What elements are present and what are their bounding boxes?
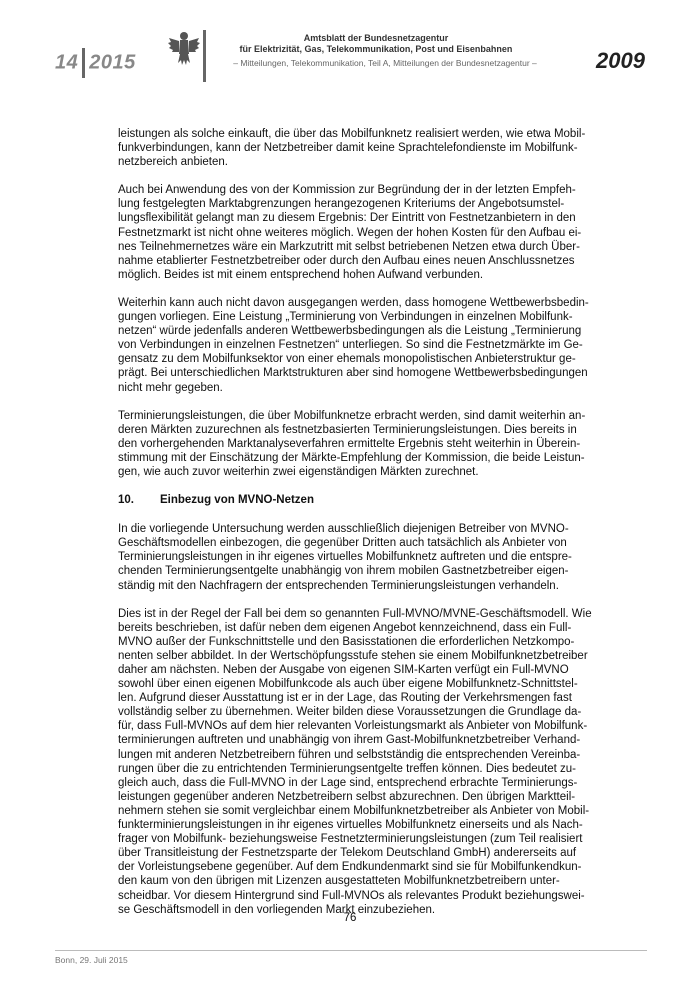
issue-number (55, 48, 136, 78)
footer-divider (55, 950, 647, 951)
issue-year: 2015 (89, 51, 136, 74)
paragraph: Terminierungsleistungen, die über Mobilfunknetze erbracht werden, sind damit weiterhin an- deren Märkten zuzurechnen als festnetzbasierten Terminierungsleistungen. Dies bereits in den vorhergehenden Marktanalyseverfahren ermittelte Ergebnis steht weiterhin in Überein- stimmung mit der Einschätzung der Märkte-Empfehlung der Kommission, die beide Leistun- gen, wie auch zuvor weiterhin zwei eigenständigen Märkten zurechnet. (118, 409, 586, 478)
page-number: 76 (343, 912, 357, 924)
journal-page-number: 2009 (596, 48, 645, 73)
footer-place-date: Bonn, 29. Juli 2015 (55, 955, 128, 965)
paragraph: Weiterhin kann auch nicht davon ausgegangen werden, dass homogene Wettbewerbsbedin- gungen vorliegen. Eine Leistung „Terminierung von Verbindungen in einzelnen Mobilfunk- netzen“ würde jedenfalls anderen Wettbewerbsbedingungen als die Leistung „Terminierung von Verbindungen in einzelnen Festnetzen“ unterliegen. So sind die Festnetzmärkte im Ge- gensatz zu dem Mobilfunksektor von einer ehemals monopolistischen Anbieterstruktur ge- prägt. Bei unterschiedlichen Marktstrukturen aber sind homogene Wettbewerbsbedingungen nicht mehr gegeben. (118, 296, 589, 394)
paragraph: Dies ist in der Regel der Fall bei dem so genannten Full-MVNO/MVNE-Geschäftsmodell. Wie bereits beschrieben, ist dafür neben dem eigenen Angebot kennzeichnend, dass ein Full- MVNO außer der Funkschnittstelle und den Basisstationen die erforderlichen Netzkompo- nenten selber abbildet. In der Wertschöpfungsstufe stehen sie einem Mobilfunknetzbetreiber daher am nächsten. Neben der Ausgabe von eigenen SIM-Karten verfügt ein Full-MVNO sowohl über einen eigenen Mobilfunkcode als auch über eigene Mobilfunknetz-Schnittstel- len. Aufgrund dieser Ausstattung ist er in der Lage, das Routing der Verkehrsmengen fast vollständig selber zu übernehmen. Weiter bilden diese Voraussetzungen die Grundlage da- für, dass Full-MVNOs auf dem hier relevanten Vorleistungsmarkt als Anbieter von Mobilfunk- terminierungen auftreten und unabhängig von ihrem Gast-Mobilfunknetzbetreiber Verhand- lungen mit anderen Netzbetreibern führen und selbstständig die entsprechenden Vereinba- rungen über die zu entrichtenden Terminierungsentgelte treffen können. Dies bedeutet zu- gleich auch, dass die Full-MVNO in der Lage sind, entsprechend erbrachte Terminierungs- leistungen gegenüber anderen Netzbetreibern selbst abzurechnen. Den übrigen Marktteil- nehmern stehen sie somit vergleichbar einem Mobilfunknetzbetreiber als Anbieter von Mobil- funkterminierungsleistungen in ihr eigenes virtuelles Mobilfunknetz einerseits und als Nach- frager von Mobilfunk- beziehungsweise Festnetzterminierungsleistungen (zum Teil realisiert über Transitleistung der Festnetzsparte der Telekom Deutschland GmbH) andererseits auf der Vorleistungsebene gegenüber. Auf dem Endkundenmarkt sind sie für Mobilfunkendkun- den kaum von den übrigen mit Lizenzen ausgestatteten Mobilfunknetzbetreibern unter- scheidbar. Vor diesem Hintergrund sind Full-MVNOs als relevantes Produkt beziehungswei- se Geschäftsmodell in den vorliegenden Markt einzubeziehen. (118, 607, 592, 916)
section-number: 10. (118, 494, 134, 507)
federal-eagle-icon (167, 30, 201, 68)
paragraph: leistungen als solche einkauft, die über das Mobilfunknetz realisiert werden, wie etwa Mobil- funkverbindungen, kann der Netzbetreiber damit keine Sprachtelefondienste im Mobilfunk- netzbereich anbieten. (118, 128, 586, 169)
journal-subtitle: – Mitteilungen, Telekommunikation, Teil A, Mitteilungen der Bundesnetzagentur – (233, 58, 537, 68)
issue-divider (82, 48, 85, 78)
journal-title (210, 33, 542, 55)
journal-title-line1: Amtsblatt der Bundesnetzagentur (303, 33, 449, 43)
section-title: Einbezug von MVNO-Netzen (160, 494, 314, 507)
header-divider (203, 30, 206, 82)
section-heading (118, 493, 612, 507)
paragraph: In die vorliegende Untersuchung werden ausschließlich diejenigen Betreiber von MVNO- Geschäftsmodellen einbezogen, die gegenüber Dritten auch tatsächlich als Anbieter von Terminierungsleistungen in ihr eigenes virtuelles Mobilfunknetz auftreten und die entspre- chenden Terminierungsentgelte unabhängig von ihrem mobilen Gastnetzbetreiber eigen- ständig mit den Nachfragern der entsprechenden Terminierungsleistungen verhandeln. (118, 523, 572, 592)
journal-title-line2: für Elektrizität, Gas, Telekommunikation, Post und Eisenbahnen (239, 44, 513, 54)
paragraph: Auch bei Anwendung des von der Kommission zur Begründung der in der letzten Empfeh- lung festgelegten Marktabgrenzungen herangezogenen Kriteriums der Angebotsumstel- lungsflexibilität gelangt man zu diesem Ergebnis: Der Eintritt von Festnetzanbietern in den Festnetzmarkt ist nicht ohne weiteres möglich. Wegen der hohen Kosten für den Aufbau ei- nes Teilnehmernetzes wäre ein Markzutritt mit selbst betriebenen Netzen etwa durch Über- nahme etablierter Festnetzbetreiber oder durch den Aufbau eines neuen Anschlussnetzes möglich. Beides ist mit einem entsprechend hohen Aufwand verbunden. (118, 184, 582, 281)
issue-label: 14 (55, 51, 79, 74)
document-body (118, 127, 612, 931)
